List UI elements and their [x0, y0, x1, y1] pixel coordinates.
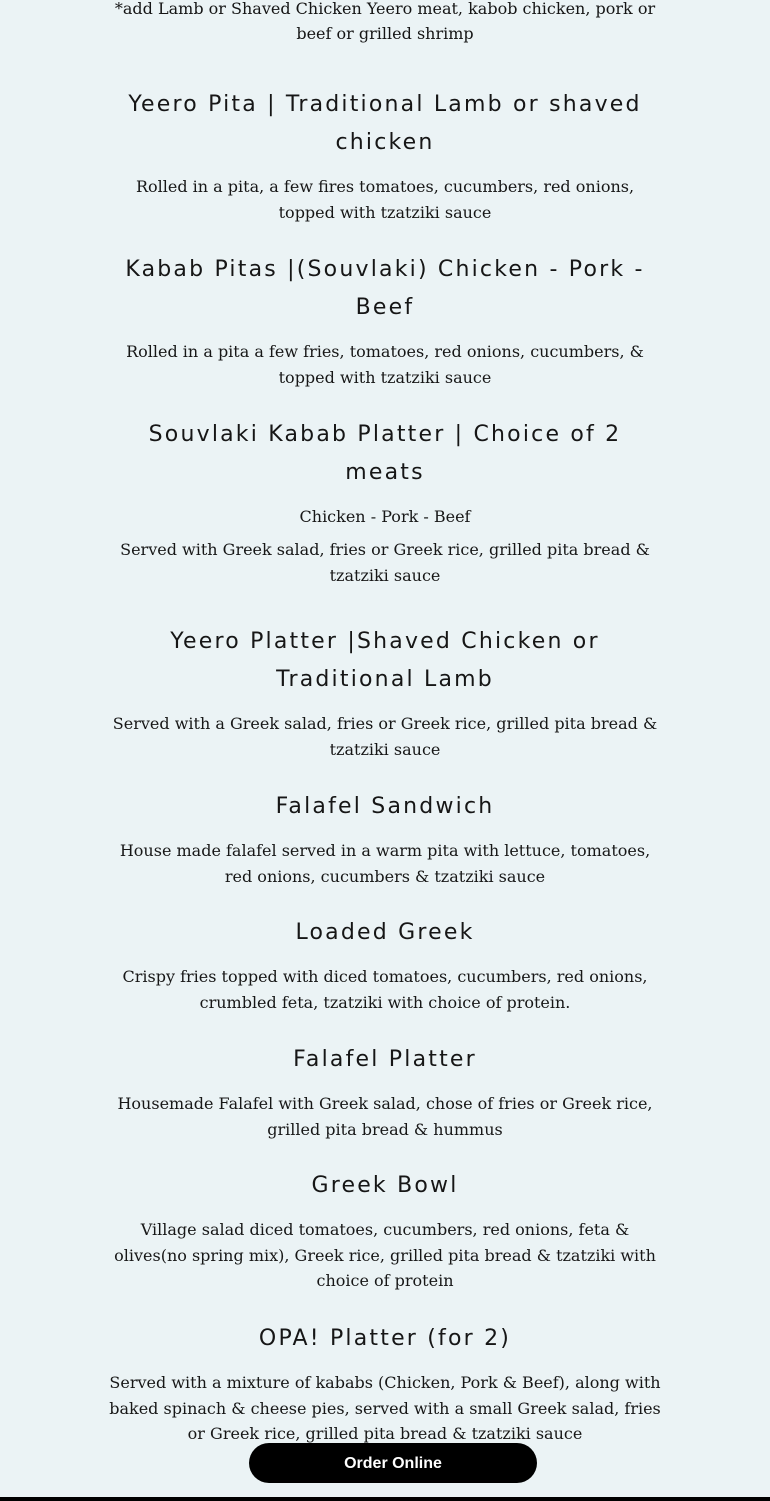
menu-item-loaded-greek — [100, 914, 670, 1015]
bottom-bar — [0, 1497, 770, 1501]
menu-item-title: Loaded Greek — [295, 920, 475, 945]
menu-item-title: Souvlaki Kabab Platter | Choice of 2 meats — [148, 422, 622, 485]
menu-item-title: Falafel Platter — [293, 1047, 477, 1072]
menu-item-title: OPA! Platter (for 2) — [258, 1326, 512, 1351]
menu-item-description: Served with a Greek salad, fries or Greek rice, grilled pita bread & tzatziki sauce — [112, 714, 658, 759]
menu-item-yeero-pita — [100, 86, 670, 225]
menu-item-description: Housemade Falafel with Greek salad, chose of fries or Greek rice, grilled pita bread & hummus — [117, 1094, 653, 1139]
menu-item-yeero-platter — [100, 623, 670, 762]
menu-item-description: Rolled in a pita, a few fires tomatoes, cucumbers, red onions, topped with tzatziki sauce — [135, 177, 635, 222]
menu-item-title: Falafel Sandwich — [275, 794, 495, 819]
menu-item-description: House made falafel served in a warm pita with lettuce, tomatoes, red onions, cucumbers & tzatziki sauce — [119, 841, 651, 886]
menu-item-kabab-pitas — [100, 251, 670, 390]
menu-item-description: Rolled in a pita a few fries, tomatoes, red onions, cucumbers, & topped with tzatziki sauce — [126, 342, 644, 387]
menu-item-title: Yeero Pita | Traditional Lamb or shaved chicken — [128, 92, 642, 155]
menu-item-title: Kabab Pitas |(Souvlaki) Chicken - Pork - Beef — [125, 257, 645, 320]
menu-item-falafel-sandwich — [100, 788, 670, 889]
menu-item-description: Served with a mixture of kababs (Chicken, Pork & Beef), along with baked spinach & cheese pies, served with a small Greek salad, fries or Greek rice, grilled pita bread & tzatziki sauce — [109, 1373, 661, 1443]
menu-item-description: Village salad diced tomatoes, cucumbers, red onions, feta & olives(no spring mix), Greek rice, grilled pita bread & tzatziki with choice of protein — [114, 1220, 656, 1290]
menu-item-title: Greek Bowl — [311, 1173, 459, 1198]
menu-item-meat-options: Chicken - Pork - Beef — [299, 507, 471, 526]
menu-item-greek-bowl — [100, 1167, 670, 1294]
menu-item-description: Crispy fries topped with diced tomatoes, cucumbers, red onions, crumbled feta, tzatziki with choice of protein. — [122, 967, 648, 1012]
menu-item-title: Yeero Platter |Shaved Chicken or Traditional Lamb — [170, 629, 600, 692]
menu-item-souvlaki-kabab-platter — [100, 416, 670, 588]
add-protein-note: *add Lamb or Shaved Chicken Yeero meat, kabob chicken, pork or beef or grilled shrimp — [114, 0, 656, 43]
menu-item-description: Served with Greek salad, fries or Greek rice, grilled pita bread & tzatziki sauce — [120, 540, 650, 585]
menu-item-opa-platter — [100, 1320, 670, 1447]
order-online-button[interactable]: Order Online — [249, 1443, 537, 1483]
menu-item-falafel-platter — [100, 1041, 670, 1142]
